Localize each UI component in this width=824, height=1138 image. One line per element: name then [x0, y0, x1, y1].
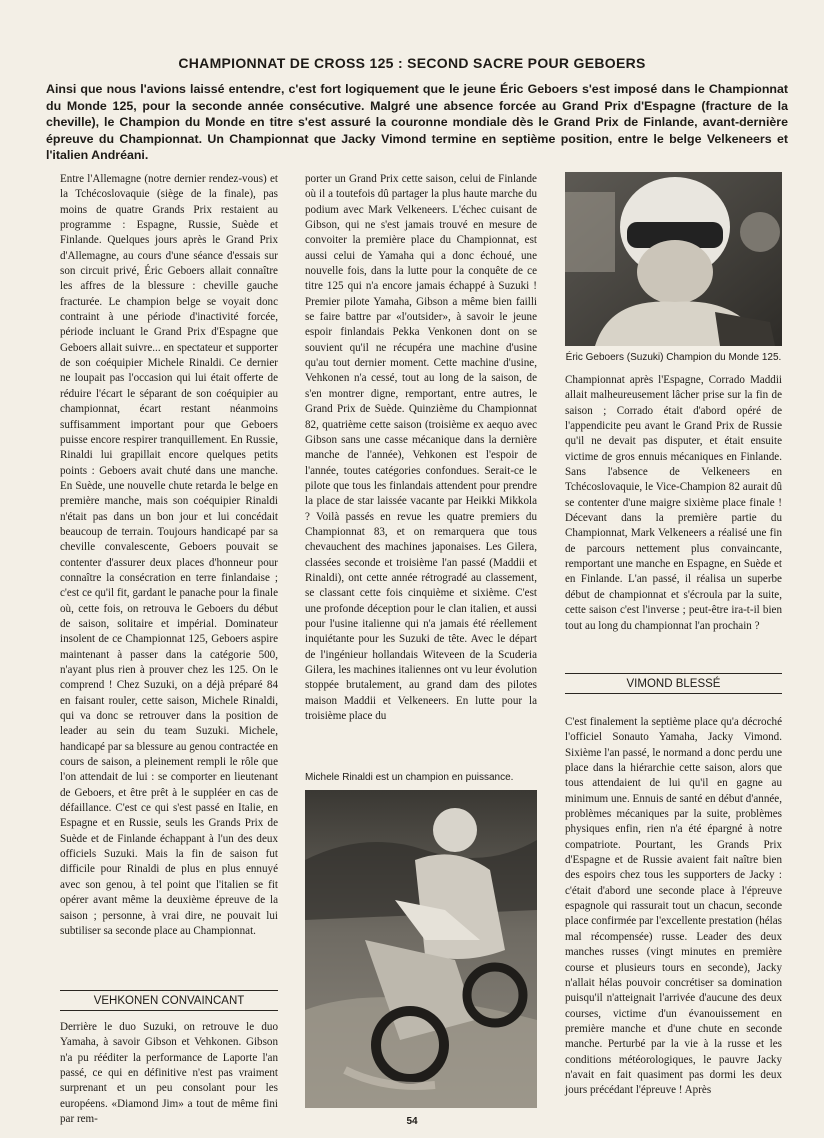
column-1-paragraph-b: Derrière le duo Suzuki, on retrouve le duo Yamaha, à savoir Gibson et Vehkonen. Gibson n'a pu rééditer la performance de Laporte l'an passé, ce qui en définitive n'est pas vraiment surprenant et un peu consolant pour les européens. «Diamond Jim» a tout de même fini par rem-: [60, 1021, 278, 1126]
rinaldi-photo-caption: Michele Rinaldi est un champion en puissance.: [305, 772, 514, 783]
article-title: CHAMPIONNAT DE CROSS 125 : SECOND SACRE POUR GEBOERS: [178, 55, 646, 71]
column-3-text-continued: [565, 715, 782, 1110]
rinaldi-photo: [305, 790, 537, 1108]
column-3-paragraph: Championnat après l'Espagne, Corrado Maddii allait malheureusement lâcher prise sur la fin de saison ; Corrado était d'abord opéré de l'appendicite peu avant le Grand Prix de Russie qu'il ne devait pas disputer, et était ensuite victime de gros ennuis mécaniques en Finlande. Sans l'absence de Velkeneers en Tchécoslovaquie, le Vice-Champion 82 aurait dû se contenter d'une maigre sixième place finale ! Décevant dans la première partie du Championnat, Mark Velkeneers a réalisé une fin de parcours nettement plus convaincante, remportant une manche en Espagne, en Suède et en Finlande. L'an passé, il réalisa un superbe début de championnat et s'écroula par la suite, cette saison c'est l'inverse ; peut-être ira-t-il bien tout au long du championnat l'an prochain ?: [565, 374, 782, 632]
column-3-paragraph-b: C'est finalement la septième place qu'a décroché l'officiel Sonauto Yamaha, Jacky Vimond. Sixième l'an passé, le normand a donc perdu une place dans la hiérarchie cette saison, alors que tous attendaient de lui qu'il en gagne au minimum une. Ennuis de santé en début d'année, problèmes mécaniques par la suite, problèmes physiques enfin, rien n'a été épargné à notre compatriote. Pourtant, les Grands Prix d'Espagne et de Russie avaient fait naître bien des espoirs chez tous les supporters de Jacky : c'était d'abord une seconde place à l'épreuve espagnole qui rassurait tout un chacun, seconde place confirmée par l'excellente prestation (hélas mal récompensée) russe. Leader des deux manches russes (vingt minutes en première course et plusieurs tours en seconde), Jacky n'allait hélas pouvoir concrétiser sa domination puisqu'il n'atteignait l'arrivée d'aucune des deux courses, victime d'un évanouissement en première manche et d'une chute en seconde manche. Perturbé par la vie à la russe et les conditions météorologiques, le pauvre Jacky n'avait en fait quasiment pas dormi les deux jours précédant l'épreuve ! Après: [565, 716, 782, 1097]
column-3-text: [565, 373, 782, 661]
rinaldi-motocross-image: [305, 790, 537, 1108]
geboers-portrait-image: [565, 172, 782, 346]
page-number: 54: [406, 1116, 418, 1127]
subhead-vimond: VIMOND BLESSÉ: [565, 673, 782, 694]
column-1-paragraph: Entre l'Allemagne (notre dernier rendez-vous) et la Tchécoslovaquie (siège de la finale), pas moins de quatre Grands Prix restaient au programme : Espagne, Russie, Suède et Finlande. Quelques jours après le Grand Prix d'Allemagne, au cours d'une séance d'essais sur son circuit privé, Éric Geboers allait connaître les affres de la blessure : cheville gauche fracturée. Le champion belge se voyait donc contraint à une période d'inactivité forcée, période incluant le Grand Prix d'Espagne que Geboers allait suivre... en spectateur et supporter de son coéquipier Michele Rinaldi. Ce dernier ne loupait pas l'occasion qui lui était offerte de réduire l'écart le séparant de son coéquipier au championnat, écart restant néanmoins suffisamment important pour que Geboers puisse encore respirer tranquillement. En Russie, Rinaldi lui grapillait encore quelques petits points : Geboers avait chuté dans une manche. En Suède, une nouvelle chute retarda le belge en première manche, mais son coéquipier Rinaldi n'était pas dans un bon jour et lui concédait beaucoup de terrain. Toujours handicapé par sa cheville convalescente, Geboers pouvait se contenter d'assurer deux places d'honneur pour connaître la consécration en terre finlandaise ; c'est ce qu'il fit, gardant le panache pour la finale où, cette fois, on retrouva le Geboers du début de saison, solitaire et impérial. Dominateur insolent de ce Championnat 125, Geboers aspire maintenant à passer dans la catégorie 500, n'ayant plus rien à prouver chez les 125. On le comprend ! Chez Suzuki, on a déjà préparé 84 en faisant rouler, cette saison, Michele Rinaldi, qui va donc se retrouver dans la position de leader au sein du team Suzuki. Michele, handicapé par sa blessure au genou contractée en cours de saison, a pleinement rempli le rôle que l'on attendait de lui : se comporter en lieutenant de Geboers, et être prêt à le suppléer en cas de défaillance. C'est ce qui s'est passé en Italie, en Espagne et en Russie, seuls les Grands Prix de Suède et de Finlande échappant à l'un des deux officiels Suzuki. Mais la fin de saison fut difficile pour Rinaldi de plus en plus ennuyé avec son genou, à tel point que l'italien se fit opérer avant même la deuxième épreuve de la saison ; personne, à vrai dire, ne pouvait lui subtiliser sa seconde place au Championnat.: [60, 173, 278, 937]
geboers-photo-caption: Éric Geboers (Suzuki) Champion du Monde 125.: [565, 352, 782, 363]
article-lead: Ainsi que nous l'avions laissé entendre, c'est fort logiquement que le jeune Éric Geboers s'est imposé dans le Championnat du Monde 125, pour la seconde année consécutive. Malgré une absence forcée au Grand Prix d'Espagne (fracture de la cheville), le Champion du Monde en titre s'est assuré la couronne mondiale dès le Grand Prix de Finlande, avant-dernière épreuve du Championnat. Un Championnat que Jacky Vimond termine en septième position, entre le belge Velkeneers et l'italien Andréani.: [46, 82, 788, 163]
column-2-paragraph: porter un Grand Prix cette saison, celui de Finlande où il a toutefois dû partager la plus haute marche du podium avec Mark Velkeneers. L'échec cuisant de Gibson, qui ne s'est jamais trouvé en mesure de convoiter la première place du Championnat, est aussi celui de Yamaha qui a donc échoué, une nouvelle fois, dans la lutte pour la conquête de ce titre 125 qui n'a encore jamais échappé à Suzuki ! Premier pilote Yamaha, Gibson a même bien failli se faire battre par «l'outsider», à savoir le jeune espoir finlandais Pekka Venkonen dont on se souvient qu'il ne récupéra une machine d'usine qu'au tout dernier moment. Cette machine d'usine, Vehkonen n'a cessé, tout au long de la saison, de s'en montrer digne, remportant, entre autres, le Grand Prix de Suède. Quinzième du Championnat 82, quatrième cette saison (troisième ex aequo avec Gibson sans une casse mécanique dans la dernière manche de l'année), Vehkonen est l'espoir de l'année, toutes catégories confondues. Serait-ce le pilote que tous les finlandais attendent pour prendre la place de star laissée vacante par Heikki Mikkola ? Voilà passés en revue les quatre premiers du Championnat 83, et on remarquera que tous chevauchent des machines japonaises. Les Gilera, classées seconde et troisième l'an passé (Maddii et Rinaldi), ont cette année rétrogradé au classement, se classant cette fois cinquième et sixième. C'est une profonde déception pour le clan italien, et aussi pour l'usine italienne qui n'a jamais été réellement inquiétante pour les Suzuki de tête. Avec le départ de l'ingénieur hollandais Witeveen de la Scuderia Gilera, les machines italiennes ont vu leur évolution stoppée brutalement, au grand dam des pilotes maison Maddii et Velkeneers. En lutte pour la troisième place du: [305, 173, 537, 723]
column-2-text: [305, 172, 537, 770]
column-1-text-continued: [60, 1020, 278, 1126]
column-1-text: [60, 172, 278, 992]
subhead-vehkonen: VEHKONEN CONVAINCANT: [60, 990, 278, 1011]
geboers-photo: [565, 172, 782, 346]
